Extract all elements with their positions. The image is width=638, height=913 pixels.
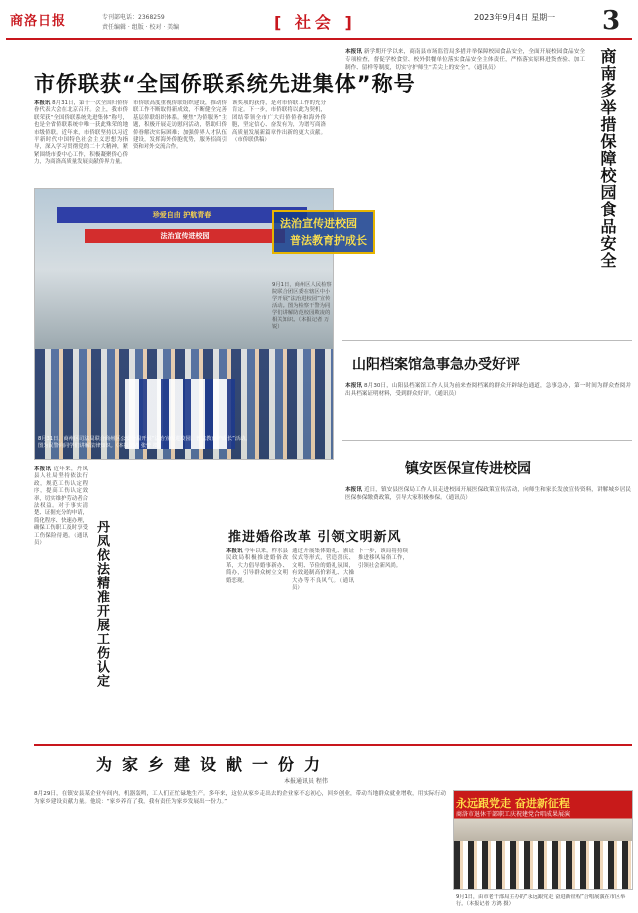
masthead (6, 4, 632, 40)
article-column (226, 548, 288, 738)
article-column: 该奖项的获得，是对市侨联工作的充分肯定。下一步，市侨联将以此为契机，团结带领全市广大归侨侨眷和海外侨胞，坚定信心、奋发有为，为谱写商洛高质量发展新篇章作出新的更大贡献。（市侨联供稿） (232, 100, 326, 144)
article-text: 近年来，丹凤县人社局坚持依法行政，规范工伤认定程序，提高工伤认定效率，切实维护劳动者合法权益。对于事实清楚、证据充分的申请，简化程序、快速办理，确保工伤职工及时享受工伤保险待遇。（通讯员） (34, 466, 88, 547)
byline: 本报讯 (345, 49, 363, 55)
side-caption: 9月1日，商州区人民检察院联合团区委在辖区中小学开展“法治进校园”宣传活动。图为检察干警为同学们讲解防范校园欺凌的相关知识。（本报记者 万锐） (272, 282, 332, 330)
newspaper-logo: 商洛日报 (10, 14, 67, 29)
photo-choir (454, 841, 633, 889)
article-column (345, 486, 631, 530)
overlay-line: 普法教育护成长 (290, 234, 367, 247)
feature-subline: 本报通讯员 程伟 (284, 778, 328, 785)
article-column: 下一步，该局将持续推进移风易俗工作，引领社会新风尚。 (358, 548, 408, 569)
byline: 本报讯 (34, 100, 51, 106)
article-headline: 市侨联获“全国侨联系统先进集体”称号 (34, 72, 416, 96)
article-text: 新学期开学以来，商南县市场监管局多措并举保障校园食品安全，全面开展校园食品安全专项检查，督促学校食堂、校外供餐单位落实食品安全主体责任，严格落实原料进货查验、加工制作、留样等制度，切实守护师生“舌尖上的安全”。（通讯员） (345, 49, 585, 72)
article-headline: 推进婚俗改革 引领文明新风 (228, 530, 402, 545)
article-column (345, 382, 631, 428)
photo-caption: 9月1日，由市老干部局主办的“永远跟党走 奋进新征程”合唱展演在市区举行。（本报记者 方鸿 摄） (456, 894, 626, 907)
feature-headline: 为家乡建设献一份力 (96, 755, 331, 774)
photo-banner-sub: 商洛市退休干部职工庆祝建党合唱成果展演 (456, 811, 571, 818)
article-column (345, 48, 585, 338)
byline: 本报讯 (345, 383, 363, 389)
page-number: 3 (602, 6, 621, 36)
overlay-line: 法治宣传进校园 (280, 217, 357, 230)
divider (342, 340, 632, 341)
editor-meta: 责任编辑 · 组版 · 校对 · 美编 (102, 24, 180, 31)
article-column: 市侨联高度重视侨联组织建设，推动侨联工作不断取得新成效，不断健全完善基层侨联组织体系。聚焦“为侨服务”主题，积极开展走访慰问活动，帮助归侨侨眷解决实际困难；加强侨界人才队伍建设，发挥海外侨胞优势，服务招商引资和对外交流合作。 (133, 100, 227, 151)
article-text: 8月31日，第十一次全国归侨侨眷代表大会在北京召开。会上，我市侨联荣获“全国侨联系统先进集体”称号，也是全省侨联系统中唯一获此殊荣的地市级侨联。近年来，市侨联坚持以习近平新时代中国特色社会主义思想为指导，深入学习贯彻党的二十大精神，紧紧围绕市委中心工作，积极凝聚侨心侨力，为商洛高质量发展贡献侨界力量。 (34, 100, 128, 166)
news-photo (453, 790, 633, 890)
article-vertical-title: 丹凤依法精准开展工伤认定 (94, 520, 109, 688)
article-column (34, 466, 88, 736)
article-text: 今年以来，柞水县民政局积极推进婚俗改革，大力倡导婚事新办、简办，引导群众树立文明婚恋观。 (226, 548, 288, 584)
article-column (34, 100, 128, 186)
article-column (116, 466, 220, 736)
byline: 本报讯 (34, 466, 52, 472)
photo-caption: 8月31日，商州区司法局联合商州区公安分局开展“法治宣传进校园，普法教育护成长”活动。图为民警向同学们讲解法律知识。（本报记者 张蕾 摄） (38, 436, 251, 449)
section-name: [ 社会 ] (274, 13, 356, 32)
article-text: 近日，镇安县医保局工作人员走进校园开展医保政策宣传活动，向师生和家长发放宣传资料，讲解城乡居民医保参保缴费政策，引导大家积极参保。（通讯员） (345, 487, 631, 501)
byline: 本报讯 (345, 487, 363, 493)
byline: 本报讯 (226, 548, 243, 554)
article-vertical-title: 商南多举措保障校园食品安全 (598, 48, 617, 269)
photo-banner-secondary: 法治宣传进校园 (85, 229, 285, 243)
photo-banner: 永远跟党走 奋进新征程 (456, 797, 570, 810)
section-rule (34, 744, 632, 746)
article-title: 镇安医保宣传进校园 (405, 461, 531, 477)
article-title: 山阳档案馆急事急办受好评 (352, 357, 520, 373)
issue-date: 2023年9月4日 星期一 (474, 13, 556, 22)
divider (342, 440, 632, 441)
article-column: 通过开展集体婚礼、颁证仪式等形式，营造喜庆、文明、节俭的婚礼氛围，有效遏制高价彩礼、大操大办等不良风气。（通讯员） (292, 548, 354, 592)
photo-banner: 珍爱自由 护航青春 (57, 207, 307, 223)
issue-meta: 专刊部电话：2368259 (102, 14, 165, 21)
article-text: 8月30日，山阳县档案馆工作人员为前来查阅档案的群众开辟绿色通道，急事急办，第一时间为群众查阅并出具档案证明材料，受到群众好评。（通讯员） (345, 383, 631, 397)
article-column: 8月29日，在镇安县某企业车间内，机器轰鸣，工人们正忙碌地生产。多年来，这位从家乡走出去的企业家不忘初心，回乡创业，带动当地群众就业增收，用实际行动为家乡建设贡献力量。他说：“家乡养育了我，我有责任为家乡发展出一份力。” (34, 791, 446, 805)
